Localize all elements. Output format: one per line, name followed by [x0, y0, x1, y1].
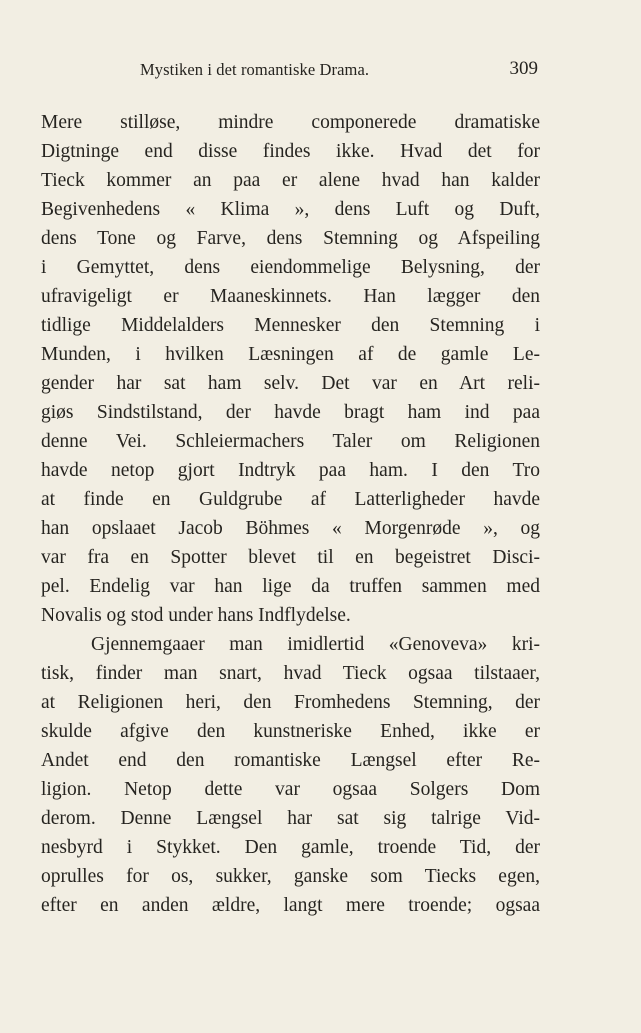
text-line: i Gemyttet, dens eiendommelige Belysning, der: [41, 257, 540, 278]
text-line: ufravigeligt er Maaneskinnets. Han lægger den: [41, 286, 540, 307]
text-line: giøs Sindstilstand, der havde bragt ham ind paa: [41, 402, 540, 423]
paragraph: [41, 108, 540, 630]
text-line: Digtninge end disse findes ikke. Hvad det for: [41, 141, 540, 162]
text-line: havde netop gjort Indtryk paa ham. I den Tro: [41, 460, 540, 481]
running-title: Mystiken i det romantiske Drama.: [140, 60, 370, 79]
page-number: 309: [509, 58, 538, 79]
text-line: at Religionen heri, den Fromhedens Stemning, der: [41, 692, 540, 713]
text-line: Begivenhedens « Klima », dens Luft og Duft,: [41, 199, 540, 220]
text-line: efter en anden ældre, langt mere troende; ogsaa: [41, 895, 540, 916]
text-line: Andet end den romantiske Længsel efter Re-: [41, 750, 540, 771]
running-header: [140, 60, 538, 84]
text-line: dens Tone og Farve, dens Stemning og Afspeiling: [41, 228, 540, 249]
text-line: Munden, i hvilken Læsningen af de gamle Le-: [41, 344, 540, 365]
text-line: gender har sat ham selv. Det var en Art reli-: [41, 373, 540, 394]
text-line: Gjennemgaaer man imidlertid «Genoveva» kri-: [91, 634, 540, 655]
text-line: var fra en Spotter blevet til en begeistret Disci-: [41, 547, 540, 568]
text-line: han opslaaet Jacob Böhmes « Morgenrøde », og: [41, 518, 540, 539]
text-line: skulde afgive den kunstneriske Enhed, ikke er: [41, 721, 540, 742]
text-line: Mere stilløse, mindre componerede dramatiske: [41, 112, 540, 133]
text-line: tidlige Middelalders Mennesker den Stemning i: [41, 315, 540, 336]
text-line: tisk, finder man snart, hvad Tieck ogsaa tilstaaer,: [41, 663, 540, 684]
page-body: [41, 108, 540, 920]
text-line: nesbyrd i Stykket. Den gamle, troende Tid, der: [41, 837, 540, 858]
paragraph: [41, 630, 540, 920]
text-line: pel. Endelig var han lige da truffen sammen med: [41, 576, 540, 597]
text-line: Novalis og stod under hans Indflydelse.: [41, 605, 351, 626]
text-line: ligion. Netop dette var ogsaa Solgers Dom: [41, 779, 540, 800]
text-line: denne Vei. Schleiermachers Taler om Religionen: [41, 431, 540, 452]
text-line: oprulles for os, sukker, ganske som Tiecks egen,: [41, 866, 540, 887]
text-line: Tieck kommer an paa er alene hvad han kalder: [41, 170, 540, 191]
text-line: at finde en Guldgrube af Latterligheder havde: [41, 489, 540, 510]
text-line: derom. Denne Længsel har sat sig talrige Vid-: [41, 808, 540, 829]
